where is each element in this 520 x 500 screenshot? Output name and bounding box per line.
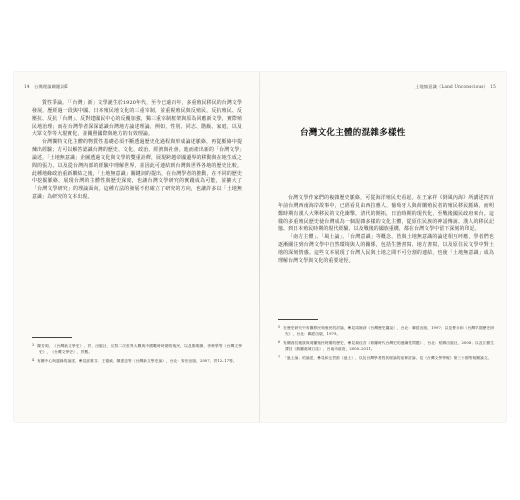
footnote (278, 324, 494, 337)
left-running-head: 14 台灣理論關鍵詞Ⅱ (24, 84, 68, 89)
left-footnotes (32, 342, 242, 366)
left-paragraph-1: 質性爭論。「「台灣」新」文學誕生於1920年代，至今已逾百年，多重殖民移民的台灣文學發展，歷經過一段與中國、日本殖民地文化的三重宰制，並重視殖民與反殖民，反抗殖民、反壓抗、反抗「台灣」、反對建國民中心的反覆加強，獨三重宰制框架與原為回應新文學，實際殖民地治理；而在台灣學者深深認識台灣地方論述理論，例如，性別、同志、階級、家庭，以及大眾文學等大現實化，並關照國際與地方的有效理論。 (32, 100, 242, 138)
footnote-number: 7 (278, 354, 281, 359)
footnote-text: 陳芳明，《台灣新文學史》，頁、出版社、反對二次世界大戰與中國戰時時期的殖民，以及鄭明娳、李奭學等《台灣文學史》，《台灣文學史》，頁數。 (37, 344, 242, 355)
footnote-number: 5 (278, 325, 281, 329)
right-page (270, 72, 496, 422)
right-footnotes (278, 324, 494, 363)
footnote-text: 「風土論」的論述，參見和辻哲郎《風土》，以及台灣學者對其理論的延伸討論，見《台灣文學學報》第三十期等相關論文。 (283, 355, 492, 360)
footnote (278, 339, 494, 352)
left-paragraph-2: 台灣獨特文化主體的物質性基礎必須不斷透過歷史化過程與形成論述脈絡，再從脈絡中提煉出經驗；方可以解答認識台灣的歷史、文化、政治、經濟與社會。進而產出新的「台灣文學」論述，「土地無意識」企圖透過文化與文學的雙重詮釋，展現跨越帝國邊界的移動與在地生成之間的張力，以及從台灣內部的經驗中理解世界，並因此可連結到台灣與世界各地的歷史比較。此種地緣政治重新聯結之後，「土地無意識」關鍵詞的提出，在台灣學者的推動，在不同的歷史中挖掘脈絡，展現台灣的主體性與歷史深度，也讓台灣文學研究的實踐成為可能，並擴大了「台灣文學研究」的理論面向。這種方法的發展不但確立了研究的方向，也讓許多以「土地無意識」為研究的文本出現。 (32, 139, 242, 201)
right-running-head: 土地無意識（Land Unconscious） 15 (415, 84, 496, 89)
right-paragraph-1: 台灣文學作家們的複雜歷史脈絡，可從海洋殖民史看起。在王家祥《倒風內海》所講述四百年前台灣西南海岸故事中，已經看見由西拉雅人、葡萄牙人與荷蘭殖民者的殖民移民脈絡，而明鄭時期有漢人大舉移民的文化衝擊，清代的開拓，日治時期的現代化，至戰後國民政府來台。這樣的多重殖民歷史使台灣成為一個混雜多樣的文化主體，從原住民族的神話傳說、漢人的移民記憶、到日本殖民時期的現代經驗，以及戰後的國族重構，都在台灣文學中留下深刻的印記。 (278, 195, 494, 233)
footnote (278, 354, 494, 361)
footnote-number: 4 (32, 357, 35, 362)
footnote-number: 6 (278, 339, 281, 344)
footnote-text: 在歷史研究中有關移民與殖民的討論，參見周婉窈《台灣歷史圖說》，台北：聯經出版，1997；以及曹永和《台灣早期歷史研究》，台北：聯經出版，1979。 (283, 326, 494, 337)
footnote (32, 342, 242, 355)
footnote-text: 有關中心與邊緣的論述，參見邱貴芬、王德威、陳建忠等《台灣新文學史論》，台北：麥田出版，2007，頁12–17等。 (37, 358, 237, 363)
right-body-text (278, 195, 494, 266)
section-heading: 台灣文化主體的混雜多樣性 (300, 128, 406, 138)
footnote-text: 有關西拉雅族與荷蘭殖民時期的歷史，參見翁佳音《荷蘭時代台灣史的連續性問題》，台北：稻鄉出版社，2008；以及江樹生譯註《熱蘭遮城日誌》，台南市政府，2000–2011。 (283, 340, 494, 352)
book-gutter (259, 72, 260, 422)
right-footnote-rule (278, 319, 318, 320)
footnote-number: 3 (32, 343, 35, 347)
left-page (24, 72, 244, 422)
left-body-text (32, 100, 242, 202)
right-paragraph-2: 「南方主體」、「風土論」、「台灣意識」等概念，皆與土地無意識的論述相互呼應，學者們也逐漸關注到台灣文學中自然環境與人的關係，包括生態書寫、地方書寫，以及原住民文學中對土地的深刻情感。這些文本展現了台灣人民與土地之間不可分割的連結，也使「土地無意識」成為理解台灣文學與文化的重要途徑。 (278, 234, 494, 264)
footnote (32, 357, 242, 364)
left-footnote-rule (32, 337, 72, 338)
